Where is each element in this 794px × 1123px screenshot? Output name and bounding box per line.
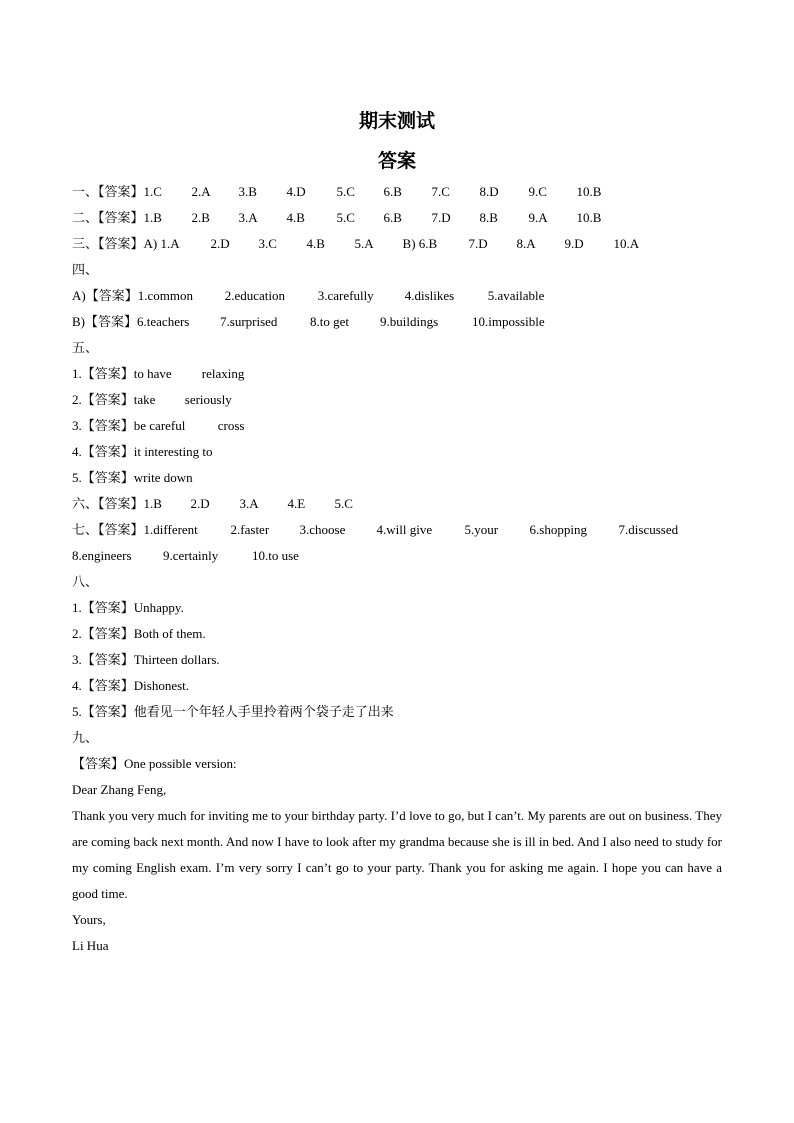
section-1-answers [72,184,601,201]
answer-item: 6.B [383,184,402,199]
answer-label: 【答案】 [85,315,138,330]
section-7-answers-continued [72,548,299,564]
letter-closing: Yours, [72,912,106,927]
answer-item: 3.C [258,236,277,251]
answer-item: 10.to use [252,548,299,563]
answer-item: 4.dislikes [404,288,455,303]
answer-label: 【答案】 [98,237,144,252]
row-number: 5. [72,704,82,719]
answer-label: 【答案】 [98,185,144,200]
answer-label: 【答案】 [81,445,134,460]
answer-part-a: it interesting to [133,444,213,459]
answer-item: 7.D [468,236,488,251]
section-number: 九、 [72,731,99,746]
row-number: 4. [72,444,82,459]
section-8-row [72,678,189,695]
answer-item: 3.B [238,184,257,199]
answer-item: 7.C [431,184,450,199]
answer-item: 10.A [613,236,640,251]
row-number: 5. [72,470,82,485]
row-number: 1. [72,600,82,615]
section-6-answers [72,496,353,513]
answer-item: 2.A [191,184,211,199]
section-8-row [72,704,394,721]
section-5-row [72,470,193,487]
section-8-heading [72,574,98,591]
answer-item: 6.shopping [529,522,587,537]
section-3-answers [72,236,639,253]
answer-item: A) 1.A [143,236,180,251]
answer-part-a: write down [133,470,193,485]
answer-item: 8.engineers [72,548,132,563]
answer-item: 9.buildings [380,314,439,329]
answer-item: 1.common [137,288,193,303]
section-7-answers [72,522,678,539]
section-number: 五、 [72,341,99,356]
answer-text: Both of them. [133,626,206,641]
answer-label: 【答案】 [85,289,138,304]
answer-item: 5.available [487,288,545,303]
answer-item: 5.C [334,496,353,511]
answer-item: 9.A [528,210,548,225]
answer-item: 2.B [191,210,210,225]
section-number: 六、 [72,497,99,512]
row-number: 2. [72,626,82,641]
answer-item: 9.D [564,236,584,251]
section-5-row [72,392,232,409]
answer-label: 【答案】 [81,367,134,382]
answer-part-b: relaxing [201,366,245,381]
section-5-row [72,444,212,461]
row-number: 3. [72,418,82,433]
answer-item: 9.certainly [163,548,219,563]
section-8-row [72,600,184,617]
answer-part-b: cross [217,418,245,433]
answer-item: 10.impossible [472,314,545,329]
section-number: 一、 [72,185,99,200]
answer-part-a: take [133,392,156,407]
answer-item: 2.D [190,496,210,511]
section-4b-answers [72,314,545,331]
section-5-heading [72,340,98,357]
answer-item: 1.B [143,496,162,511]
answer-item: 6.teachers [137,314,190,329]
answer-item: 4.B [306,236,325,251]
answer-text: Unhappy. [133,600,184,615]
row-number: 2. [72,392,82,407]
answer-label: 【答案】 [98,497,144,512]
letter-greeting: Dear Zhang Feng, [72,782,167,797]
section-5-row [72,418,244,435]
section-9-heading [72,730,98,747]
answer-item: 3.carefully [317,288,374,303]
answer-item: 4.D [286,184,306,199]
answer-text: Dishonest. [133,678,190,693]
row-number: 1. [72,366,82,381]
section-9-intro [72,756,237,773]
answer-item: 2.education [224,288,286,303]
answer-item: 7.discussed [618,522,679,537]
answer-part-a: be careful [133,418,186,433]
answer-item: 5.your [464,522,499,537]
answer-item: 2.D [210,236,230,251]
letter-signature: Li Hua [72,938,109,953]
answer-item: 4.B [286,210,305,225]
answer-item: 1.different [143,522,198,537]
section-number: 三、 [72,237,99,252]
answer-label: 【答案】 [72,757,125,772]
answer-item: 7.surprised [220,314,278,329]
answer-item: 3.A [238,210,258,225]
answer-item: B) 6.B [402,236,438,251]
section-5-row [72,366,244,383]
row-number: 3. [72,652,82,667]
answer-item: 9.C [528,184,547,199]
answer-item: 4.E [287,496,306,511]
answer-text: 他看见一个年轻人手里拎着两个袋子走了出来 [133,705,394,720]
section-number: 四、 [72,263,99,278]
answer-item: 3.choose [299,522,346,537]
answer-item: 8.D [479,184,499,199]
row-number: 4. [72,678,82,693]
section-8-row [72,626,206,643]
part-prefix: A) [72,288,86,303]
answer-label: 【答案】 [98,211,144,226]
answer-item: 5.A [354,236,374,251]
section-number: 七、 [72,523,99,538]
answer-part-a: to have [133,366,172,381]
answer-item: 10.B [576,210,602,225]
answer-item: 5.C [336,210,355,225]
answer-item: 6.B [383,210,402,225]
section-4a-answers [72,288,544,305]
answer-item: 8.B [479,210,498,225]
answer-text: Thirteen dollars. [133,652,220,667]
answer-label: 【答案】 [81,419,134,434]
answer-part-b: seriously [184,392,232,407]
answer-label: 【答案】 [81,705,134,720]
answer-label: 【答案】 [81,679,134,694]
answer-item: 4.will give [376,522,433,537]
answer-item: 1.B [143,210,162,225]
page-subtitle: 答案 [377,150,416,172]
answer-label: 【答案】 [98,523,144,538]
answer-item: 2.faster [230,522,270,537]
answer-item: 10.B [576,184,602,199]
intro-text: One possible version: [124,756,237,771]
answer-label: 【答案】 [81,471,134,486]
answer-label: 【答案】 [81,393,134,408]
section-number: 八、 [72,575,99,590]
section-2-answers [72,210,601,227]
letter-body: Thank you very much for inviting me to your birthday party. I’d love to go, but I can’t. My parents are out on business. They are coming back next month. And now I have to look after my grandma because she is ill in bed. And I also need to study for my coming English exam. I’m very sorry I can’t go to your party. Thank you for asking me again. I hope you can have a good time. [72,808,722,901]
answer-item: 5.C [336,184,355,199]
answer-item: 3.A [239,496,259,511]
part-prefix: B) [72,314,85,329]
answer-item: 1.C [143,184,162,199]
section-4-heading [72,262,98,279]
answer-label: 【答案】 [81,601,134,616]
answer-label: 【答案】 [81,653,134,668]
section-8-row [72,652,220,669]
answer-item: 7.D [431,210,451,225]
page-title: 期末测试 [358,110,435,132]
answer-label: 【答案】 [81,627,134,642]
section-number: 二、 [72,211,99,226]
answer-item: 8.A [516,236,536,251]
answer-item: 8.to get [310,314,350,329]
